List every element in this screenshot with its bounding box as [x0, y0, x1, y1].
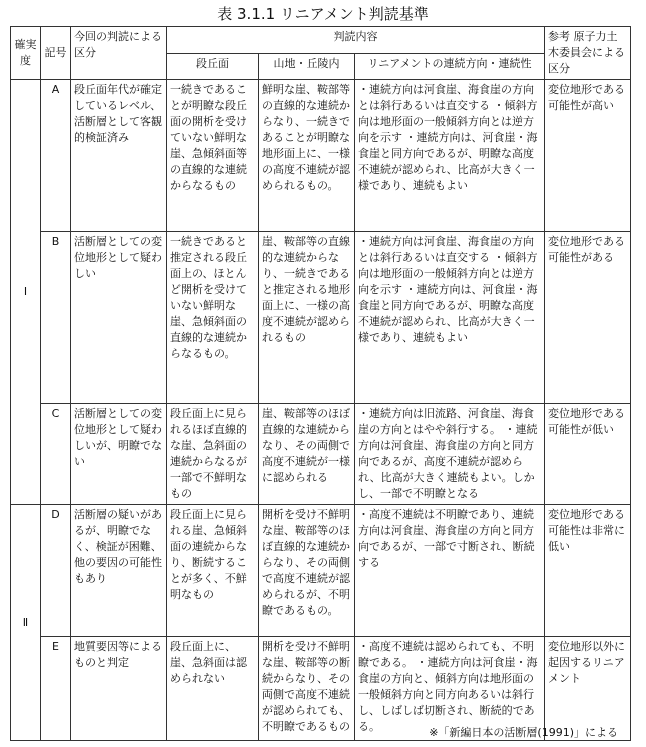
- header-renzoku: リニアメントの連続方向・連続性: [355, 53, 545, 80]
- cell-kubun: 段丘面年代が確定しているレベル、活断層として客観的検証済み: [71, 80, 167, 232]
- cell-renzoku: ・連続方向は旧流路、河食崖、海食崖の方向とはやや斜行する。 ・連続方向は河食崖、海食崖の方向と同方向であるが、高度不連続が認められ、比高が大きく連続もよい。しかし、一部で不明瞭となる: [355, 404, 545, 505]
- cell-sanchi: 崖、鞍部等の直線的な連続からなり、一続きであると推定される地形面上に、一様の高度不連続が認められるもの: [259, 232, 355, 404]
- row-code: B: [41, 232, 71, 404]
- row-code: A: [41, 80, 71, 232]
- cell-sanko: 変位地形である可能性が低い: [545, 404, 631, 505]
- table-row: [11, 232, 631, 404]
- cell-dankyumen: 段丘面上に見られるほぼ直線的な崖、急斜面の連続からなるが一部で不鮮明なもの: [167, 404, 259, 505]
- header-kakujitsudo: 確実度: [11, 27, 41, 80]
- header-sanko: 参考 原子力土木委員会による区分: [545, 27, 631, 80]
- cell-dankyumen: 段丘面上に見られる崖、急傾斜面の連続からなり、断続することが多く、不鮮明なもの: [167, 505, 259, 637]
- table-row: [11, 637, 631, 741]
- header-kubun: 今回の判読による区分: [71, 27, 167, 80]
- header-dankyumen: 段丘面: [167, 53, 259, 80]
- cell-renzoku: ・連続方向は河食崖、海食崖の方向とは斜行あるいは直交する ・傾斜方向は地形面の一般傾斜方向とは逆方向を示す ・連続方向は、河食崖・海食崖と同方向であるが、明瞭な高度不連続が認められ、比高が大きく一様であり、連続もよい: [355, 80, 545, 232]
- table-row: [11, 505, 631, 637]
- cell-kubun: 活断層としての変位地形として疑わしい: [71, 232, 167, 404]
- group-label: Ⅱ: [11, 505, 41, 741]
- table-row: [11, 404, 631, 505]
- cell-sanchi: 崖、鞍部等のほぼ直線的な連続からなり、その両側で高度不連続が一様に認められる: [259, 404, 355, 505]
- table-row: [11, 80, 631, 232]
- cell-kubun: 地質要因等によるものと判定: [71, 637, 167, 741]
- criteria-table: [10, 26, 631, 741]
- header-row: [11, 27, 631, 54]
- cell-dankyumen: 一続きであることが明瞭な段丘面の開析を受けていない鮮明な崖、急傾斜面等の直線的な連続からなるもの: [167, 80, 259, 232]
- group-label: Ⅰ: [11, 80, 41, 505]
- source-note: ※「新編日本の活断層(1991)」による: [429, 726, 618, 739]
- cell-renzoku: ・高度不連続は不明瞭であり、連続方向は河食崖、海食崖の方向と同方向であるが、一部で寸断され、断続する: [355, 505, 545, 637]
- cell-sanko: 変位地形以外に起因するリニアメント: [545, 637, 631, 741]
- cell-sanchi: 開析を受け不鮮明な崖、鞍部等の断続からなり、その両側で高度不連続が認められても、不明瞭であるもの: [259, 637, 355, 741]
- row-code: C: [41, 404, 71, 505]
- cell-renzoku: ・高度不連続は認められても、不明瞭である。 ・連続方向は河食崖・海食崖の方向と、傾斜方向は地形面の一般傾斜方向と同方向あるいは斜行し、しばしば切断され、断続的である。: [355, 637, 545, 741]
- cell-sanchi: 鮮明な崖、鞍部等の直線的な連続からなり、一続きであることが明瞭な地形面上に、一様の高度不連続が認められるもの。: [259, 80, 355, 232]
- page-title: 表 3.1.1 リニアメント判読基準: [217, 5, 429, 23]
- cell-kubun: 活断層としての変位地形として疑わしいが、明瞭でない: [71, 404, 167, 505]
- cell-dankyumen: 段丘面上に、崖、急斜面は認められない: [167, 637, 259, 741]
- cell-dankyumen: 一続きであると推定される段丘面上の、ほとんど開析を受けていない鮮明な崖、急傾斜面の直線的な連続からなるもの。: [167, 232, 259, 404]
- cell-sanchi: 開析を受け不鮮明な崖、鞍部等のほぼ直線的な連続からなり、その両側で高度不連続が認められるが、不明瞭であるもの。: [259, 505, 355, 637]
- cell-sanko: 変位地形である可能性が高い: [545, 80, 631, 232]
- cell-sanko: 変位地形である可能性がある: [545, 232, 631, 404]
- row-code: D: [41, 505, 71, 637]
- header-sanchi: 山地・丘陵内: [259, 53, 355, 80]
- cell-kubun: 活断層の疑いがあるが、明瞭でなく、検証が困難、他の要因の可能性もあり: [71, 505, 167, 637]
- cell-sanko: 変位地形である可能性は非常に低い: [545, 505, 631, 637]
- header-kigo: 記号: [41, 27, 71, 80]
- header-handoku-naiyo: 判読内容: [167, 27, 545, 54]
- row-code: E: [41, 637, 71, 741]
- cell-renzoku: ・連続方向は河食崖、海食崖の方向とは斜行あるいは直交する ・傾斜方向は地形面の一般傾斜方向とは逆方向を示す ・連続方向は、河食崖・海食崖と同方向であるが、明瞭な高度不連続が認められ、比高が大きく一様であり、連続もよい: [355, 232, 545, 404]
